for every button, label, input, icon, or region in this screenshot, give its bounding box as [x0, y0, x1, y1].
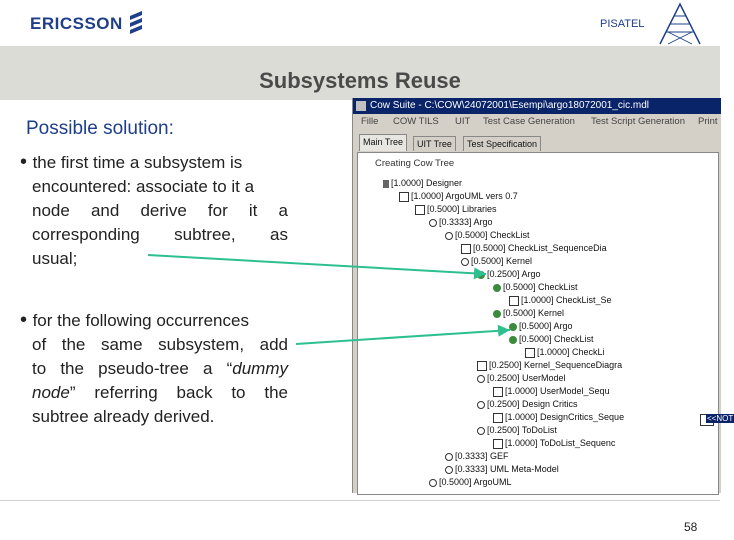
tree-node-label: [0.5000] ArgoUML	[439, 477, 512, 487]
tree-node-label: [0.5000] CheckList_SequenceDia	[473, 243, 607, 253]
tree-node-label: [0.5000] Kernel	[471, 256, 533, 266]
node-emphasis: node	[32, 383, 70, 402]
bullet2-line5: subtree already derived.	[32, 407, 215, 426]
tree-node-label: [0.3333] Argo	[439, 217, 493, 227]
project-name: PISATEL	[600, 18, 645, 30]
window-title: Cow Suite - C:\COW\24072001\Esempi\argo18072001_cic.mdl	[370, 100, 650, 111]
tab-test-specification[interactable]: Test Specification	[463, 136, 541, 151]
tree-node-label: [1.0000] Designer	[391, 178, 463, 188]
tree-node-label: [1.0000] DesignCritics_Seque	[505, 412, 625, 422]
bullet1-line5: usual;	[32, 249, 78, 268]
bullet-icon: •	[20, 151, 33, 173]
tree-node-label: [0.5000] CheckList	[519, 334, 594, 344]
bullet1-line4: corresponding subtree, as	[32, 225, 288, 244]
menu-file[interactable]: Fille	[361, 116, 379, 127]
slide-subtitle: Possible solution:	[26, 118, 174, 139]
group-label: Creating Cow Tree	[375, 158, 455, 169]
tree-node-label: [0.3333] UML Meta-Model	[455, 464, 559, 474]
tab-uit-tree[interactable]: UIT Tree	[413, 136, 456, 151]
slide-title: Subsystems Reuse	[259, 68, 461, 93]
tree-node-label: [0.5000] Argo	[519, 321, 573, 331]
tree-node-label: [0.5000] Libraries	[427, 204, 497, 214]
footer-divider	[0, 500, 720, 501]
tree-node-label: [0.3333] GEF	[455, 451, 509, 461]
company-logo: ERICSSON	[30, 14, 123, 33]
side-item-not[interactable]: <<NOT	[707, 414, 734, 423]
tree-node-label: [1.0000] CheckLi	[537, 347, 605, 357]
tree-node-label: [0.2500] Design Critics	[487, 399, 578, 409]
dummy-emphasis: dummy	[232, 359, 288, 378]
tree-node-label: [1.0000] CheckList_Se	[521, 295, 612, 305]
tree-node-label: [0.2500] Kernel_SequenceDiagra	[489, 360, 623, 370]
tree-node-label: [0.5000] CheckList	[455, 230, 530, 240]
bullet2-line4-text: ” referring back to the	[69, 383, 288, 402]
arrow-to-argo-node	[148, 255, 486, 274]
bullet1-line1: the first time a subsystem is	[32, 153, 243, 172]
menu-cow-tils[interactable]: COW TILS	[393, 116, 439, 127]
bullet2-line1: for the following occurrences	[32, 311, 249, 330]
bullet-icon: •	[20, 309, 33, 331]
page-number: 58	[684, 520, 698, 534]
menu-print[interactable]: Print	[698, 116, 718, 127]
bullet1-line3: node and derive for it a	[32, 201, 288, 220]
menu-test-case-generation[interactable]: Test Case Generation	[483, 116, 575, 127]
tree-node-label: [0.2500] Argo	[487, 269, 541, 279]
bullet1-line2: encountered: associate to it a	[32, 177, 255, 196]
tab-main-tree[interactable]: Main Tree	[359, 134, 407, 151]
menu-uit[interactable]: UIT	[455, 116, 471, 127]
tree-node-label: [1.0000] ToDoList_Sequenc	[505, 438, 616, 448]
bullet2-line2: of the same subsystem, add	[32, 335, 288, 354]
tree-node-label: [0.2500] UserModel	[487, 373, 566, 383]
tree-node-label: [0.5000] CheckList	[503, 282, 578, 292]
arrow-to-dummy-node	[296, 330, 510, 344]
tree-node-label: [0.5000] Kernel	[503, 308, 565, 318]
tree-node-label: [1.0000] ArgoUML vers 0.7	[411, 191, 518, 201]
bullet2-line3-text: to the pseudo-tree a “	[32, 359, 233, 378]
tree-node-label: [1.0000] UserModel_Sequ	[505, 386, 610, 396]
tree-node-label: [0.2500] ToDoList	[487, 425, 557, 435]
menu-test-script-generation[interactable]: Test Script Generation	[591, 116, 685, 127]
